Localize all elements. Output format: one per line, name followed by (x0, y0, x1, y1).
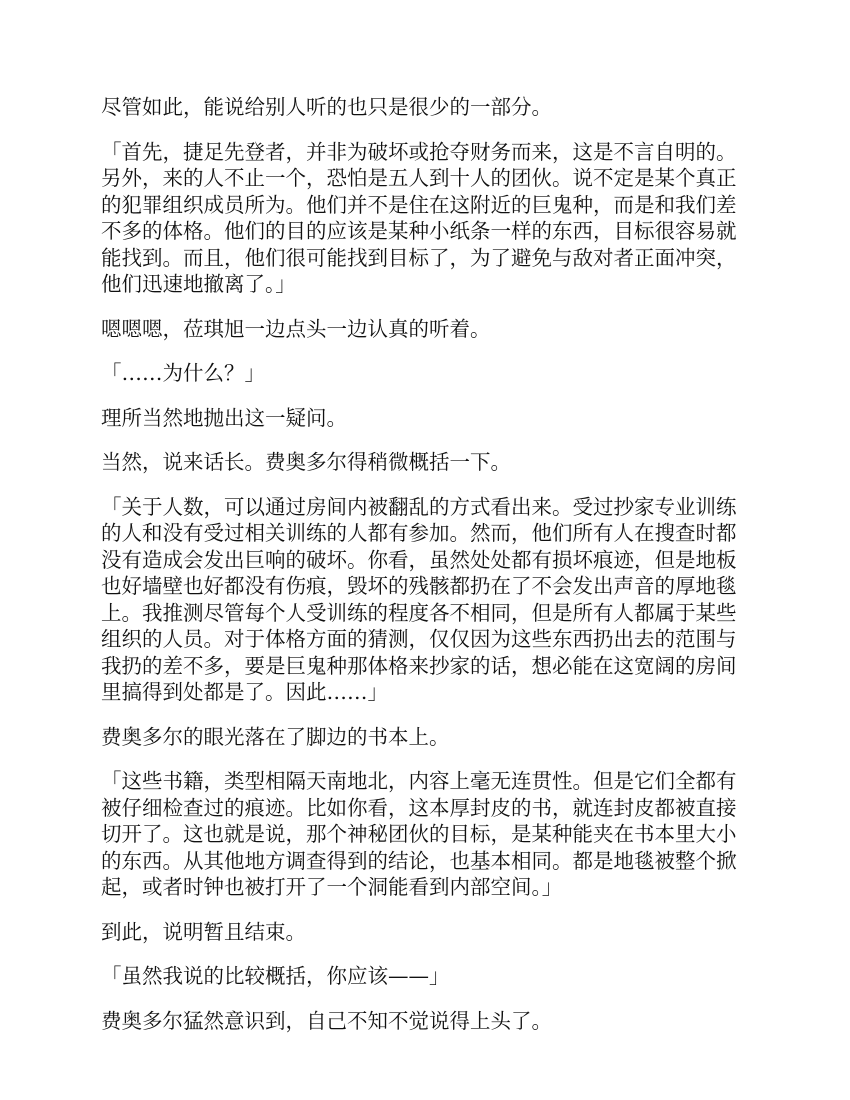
paragraph-5: 理所当然地抛出这一疑问。 (101, 405, 347, 430)
paragraph-3: 嗯嗯嗯，莅琪旭一边点头一边认真的听着。 (101, 316, 491, 341)
paragraph-4: 「……为什么？」 (101, 361, 265, 385)
paragraph-6: 当然，说来话长。费奥多尔得稍微概括一下。 (101, 450, 511, 474)
body-text (101, 94, 749, 1052)
paragraph-1: 尽管如此，能说给别人听的也只是很少的一部分。 (101, 95, 552, 119)
paragraph-12: 费奥多尔猛然意识到，自己不知不觉说得上头了。 (101, 1008, 552, 1033)
paragraph-7: 「关于人数，可以通过房间内被翻乱的方式看出来。受过抄家专业训练的人和没有受过相关训练的人都有参加。然而，他们所有人在搜查时都没有造成会发出巨响的破坏。你看，虽然处处都有损坏痕迹，但是地板也好墙壁也好都没有伤痕，毁坏的残骸都扔在了不会发出声音的厚地毯上。我推测尽管每个人受训练的程度各不相同，但是所有人都属于某些组织的人员。对于体格方面的猜测，仅仅因为这些东西扔出去的范围与我扔的差不多，要是巨鬼种那体格来抄家的话，想必能在这宽阔的房间里搞得到处都是了。因此……」 (101, 494, 737, 704)
paragraph-2: 「首先，捷足先登者，并非为破坏或抢夺财务而来，这是不言自明的。另外，来的人不止一个，恐怕是五人到十人的团伙。说不定是某个真正的犯罪组织成员所为。他们并不是住在这附近的巨鬼种，而是和我们差不多的体格。他们的目的应该是某种小纸条一样的东西，目标很容易就能找到。而且，他们很可能找到目标了，为了避免与敌对者正面冲突，他们迅速地撤离了。」 (101, 139, 737, 296)
paragraph-9: 「这些书籍，类型相隔天南地北，内容上毫无连贯性。但是它们全都有被仔细检查过的痕迹。比如你看，这本厚封皮的书，就连封皮都被直接切开了。这也就是说，那个神秘团伙的目标，是某种能夹在书本里大小的东西。从其他地方调查得到的结论，也基本相同。都是地毯被整个掀起，或者时钟也被打开了一个洞能看到内部空间。」 (101, 769, 737, 899)
paragraph-11: 「虽然我说的比较概括，你应该——」 (101, 964, 450, 988)
paragraph-10: 到此，说明暂且结束。 (101, 919, 306, 944)
paragraph-8: 费奥多尔的眼光落在了脚边的书本上。 (101, 724, 450, 749)
